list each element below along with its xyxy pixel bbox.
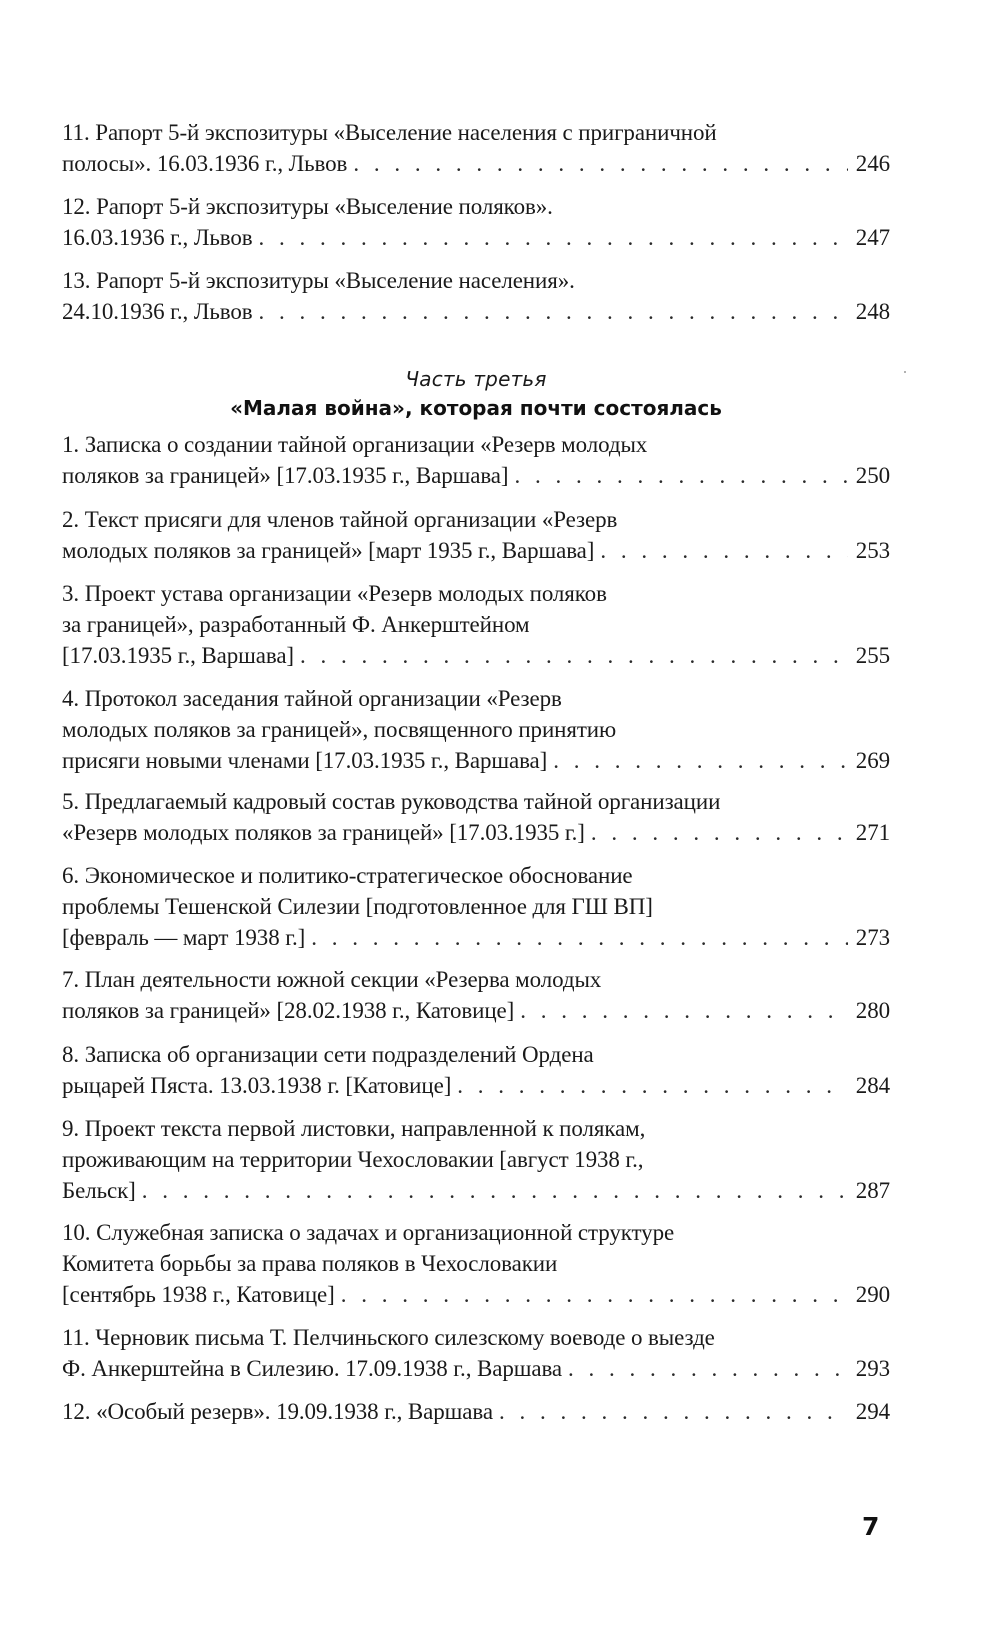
entry-last-line: [62, 1353, 890, 1384]
dot-leader: [341, 1279, 848, 1310]
dot-leader: [600, 535, 847, 566]
part-title: «Малая война», которая почти состоялась: [230, 396, 722, 420]
entry-page-number: 250: [855, 463, 890, 488]
entry-page-number: 255: [855, 643, 890, 668]
entry-last-line: [62, 148, 890, 179]
entry-last-line: [62, 817, 890, 848]
entry-text-line: 5. Предлагаемый кадровый состав руководства тайной организации: [62, 789, 721, 814]
entry-text-line: 11. Рапорт 5-й экспозитуры «Выселение населения с приграничной: [62, 120, 717, 145]
toc-entry[interactable]: [62, 1113, 890, 1206]
entry-last-line: [62, 1070, 890, 1101]
entry-text-line: 24.10.1936 г., Львов: [62, 299, 253, 324]
toc-entry[interactable]: [62, 964, 890, 1026]
entry-text-line: 3. Проект устава организации «Резерв молодых поляков: [62, 581, 607, 606]
toc-entry[interactable]: [62, 1039, 890, 1101]
dot-leader: [568, 1353, 848, 1384]
entry-text-line: [сентябрь 1938 г., Катовице]: [62, 1282, 335, 1307]
entry-text-line: 13. Рапорт 5-й экспозитуры «Выселение населения».: [62, 268, 575, 293]
entry-last-line: [62, 745, 890, 776]
dot-leader: [553, 745, 848, 776]
entry-text-line: Комитета борьбы за права поляков в Чехословакии: [62, 1251, 558, 1276]
entry-text-line: [17.03.1935 г., Варшава]: [62, 643, 294, 668]
toc-entry[interactable]: [62, 1217, 890, 1310]
dot-leader: [591, 817, 848, 848]
toc-entry[interactable]: [62, 1396, 890, 1427]
entry-page-number: 247: [855, 225, 890, 250]
toc-entry[interactable]: [62, 578, 890, 671]
dot-leader: [520, 995, 848, 1026]
entry-last-line: [62, 1175, 890, 1206]
entry-text-line: [февраль — март 1938 г.]: [62, 925, 306, 950]
entry-page-number: 248: [855, 299, 890, 324]
dot-leader: [499, 1396, 848, 1427]
entry-page-number: 293: [855, 1356, 890, 1381]
dot-leader: [514, 460, 847, 491]
entry-text-line: молодых поляков за границей» [март 1935 г., Варшава]: [62, 538, 595, 563]
entry-page-number: 284: [855, 1073, 890, 1098]
entry-text-line: 4. Протокол заседания тайной организации «Резерв: [62, 686, 562, 711]
entry-text-line: 16.03.1936 г., Львов: [62, 225, 253, 250]
toc-entry[interactable]: [62, 504, 890, 566]
entry-text-line: молодых поляков за границей», посвященного принятию: [62, 717, 617, 742]
toc-entry[interactable]: [62, 117, 890, 179]
page-number: 7: [862, 1512, 880, 1541]
entry-page-number: 294: [855, 1399, 890, 1424]
entry-page-number: 280: [855, 998, 890, 1023]
entry-text-line: 10. Служебная записка о задачах и организационной структуре: [62, 1220, 675, 1245]
entry-page-number: 273: [855, 925, 890, 950]
entry-page-number: 287: [855, 1178, 890, 1203]
dot-leader: [142, 1175, 848, 1206]
dot-leader: [259, 296, 848, 327]
entry-text-line: 8. Записка об организации сети подразделений Ордена: [62, 1042, 594, 1067]
entry-last-line: [62, 1396, 890, 1427]
toc-entry[interactable]: [62, 265, 890, 327]
entry-text-line: 1. Записка о создании тайной организации «Резерв молодых: [62, 432, 648, 457]
entry-page-number: 271: [855, 820, 890, 845]
entry-text-line: за границей», разработанный Ф. Анкерштейном: [62, 612, 530, 637]
entry-text-line: Бельск]: [62, 1178, 136, 1203]
entry-page-number: 253: [855, 538, 890, 563]
entry-text-line: 11. Черновик письма Т. Пелчиньского силезскому воеводе о выезде: [62, 1325, 715, 1350]
entry-page-number: 246: [855, 151, 890, 176]
toc-entry[interactable]: [62, 786, 890, 848]
toc-entry[interactable]: [62, 429, 890, 491]
entry-last-line: [62, 1279, 890, 1310]
entry-text-line: поляков за границей» [28.02.1938 г., Катовице]: [62, 998, 515, 1023]
dot-leader: [311, 922, 848, 953]
entry-last-line: [62, 535, 890, 566]
entry-last-line: [62, 995, 890, 1026]
entry-last-line: [62, 296, 890, 327]
entry-last-line: [62, 222, 890, 253]
entry-text-line: 9. Проект текста первой листовки, направленной к полякам,: [62, 1116, 646, 1141]
dot-leader: [457, 1070, 848, 1101]
entry-text-line: проблемы Тешенской Силезии [подготовленное для ГШ ВП]: [62, 894, 653, 919]
part-label: Часть третья: [405, 367, 547, 391]
entry-text-line: рыцарей Пяста. 13.03.1938 г. [Катовице]: [62, 1073, 452, 1098]
entry-last-line: [62, 922, 890, 953]
entry-last-line: [62, 460, 890, 491]
entry-last-line: [62, 640, 890, 671]
dot-leader: [300, 640, 848, 671]
entry-text-line: Ф. Анкерштейна в Силезию. 17.09.1938 г., Варшава: [62, 1356, 563, 1381]
entry-text-line: полосы». 16.03.1936 г., Львов: [62, 151, 348, 176]
toc-entry[interactable]: [62, 1322, 890, 1384]
entry-page-number: 290: [855, 1282, 890, 1307]
toc-entry[interactable]: [62, 683, 890, 776]
entry-text-line: 7. План деятельности южной секции «Резерва молодых: [62, 967, 602, 992]
entry-text-line: присяги новыми членами [17.03.1935 г., Варшава]: [62, 748, 548, 773]
entry-text-line: 2. Текст присяги для членов тайной организации «Резерв: [62, 507, 618, 532]
entry-text-line: 12. Рапорт 5-й экспозитуры «Выселение поляков».: [62, 194, 553, 219]
dot-leader: [259, 222, 848, 253]
entry-page-number: 269: [855, 748, 890, 773]
paper-speck: [904, 371, 906, 373]
dot-leader: [353, 148, 847, 179]
entry-text-line: поляков за границей» [17.03.1935 г., Варшава]: [62, 463, 509, 488]
entry-text-line: «Резерв молодых поляков за границей» [17.03.1935 г.]: [62, 820, 585, 845]
entry-text-line: проживающим на территории Чехословакии [август 1938 г.,: [62, 1147, 644, 1172]
toc-entry[interactable]: [62, 191, 890, 253]
toc-entry[interactable]: [62, 860, 890, 953]
entry-text-line: 12. «Особый резерв». 19.09.1938 г., Варшава: [62, 1399, 493, 1424]
entry-text-line: 6. Экономическое и политико-стратегическое обоснование: [62, 863, 633, 888]
